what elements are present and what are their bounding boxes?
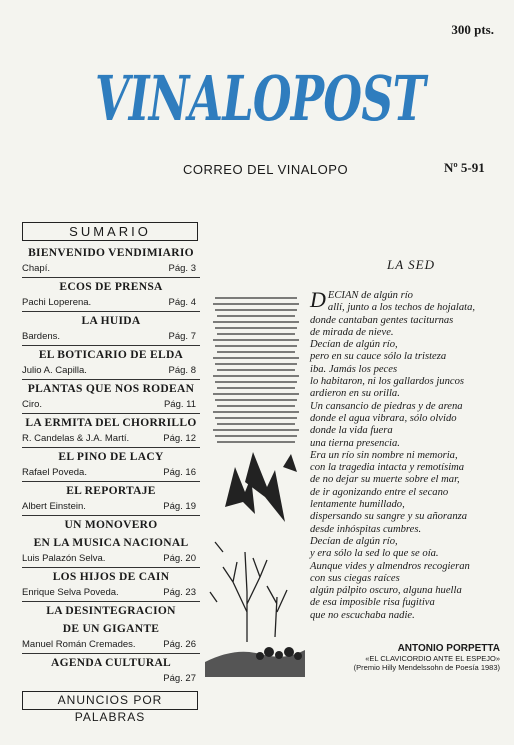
poem-line: allí, junto a los techos de hojalata,	[327, 302, 476, 314]
toc-entry-title: LOS HIJOS DE CAIN	[52, 571, 170, 583]
toc-entry-title-continued: EN LA MUSICA NACIONAL	[33, 537, 189, 549]
toc-entry-page: Pág. 3	[168, 263, 196, 274]
poem-body	[310, 287, 502, 622]
toc-entry-title: UN MONOVERO	[64, 519, 158, 531]
poem-line: ardieron en su orilla.	[310, 388, 400, 400]
toc-entry-title-continued: DE UN GIGANTE	[62, 623, 160, 635]
toc-entry[interactable]	[22, 516, 200, 568]
toc-entry-author: Chapí.	[22, 263, 50, 274]
toc-entry[interactable]	[22, 414, 200, 448]
sumario-heading: SUMARIO	[22, 222, 198, 241]
toc-entry-page: Pág. 23	[163, 587, 196, 598]
toc-entry-author: Enrique Selva Poveda.	[22, 587, 119, 598]
poem-line: de no dejar su muerte sobre el mar,	[310, 474, 460, 486]
poem-attribution	[330, 643, 500, 672]
poem-line: con la tragedia intacta y remotísima	[310, 462, 465, 474]
price-label: 300 pts.	[451, 22, 494, 37]
poem-line: y era sólo la sed lo que se oía.	[310, 548, 439, 560]
toc-entry[interactable]	[22, 346, 200, 380]
toc-entry-title: EL REPORTAJE	[66, 485, 156, 497]
prize-note: (Premio Hilly Mendelssohn de Poesía 1983)	[353, 663, 500, 672]
toc-entry-title: BIENVENIDO VENDIMIARIO	[28, 247, 194, 259]
toc-entry-title: EL PINO DE LACY	[58, 451, 164, 463]
masthead-logo	[90, 50, 430, 140]
poem-line: lentamente humillado,	[310, 499, 405, 511]
poem-line: lo habitaron, ni los gallardos juncos	[310, 376, 465, 388]
toc-entry-page: Pág. 27	[163, 673, 196, 684]
poem-line: pero en su cauce sólo la tristeza	[310, 351, 447, 363]
poem-line: donde la vida fuera	[310, 425, 393, 437]
toc-entry-author: Bardens.	[22, 331, 61, 342]
toc-entry-title: PLANTAS QUE NOS RODEAN	[27, 383, 195, 395]
poem-line: Aunque vides y almendros recogieran	[310, 560, 470, 572]
poem-line: de mirada de nieve.	[310, 326, 394, 338]
toc-entry-author: Ciro.	[22, 399, 43, 410]
toc-entry-title: EL BOTICARIO DE ELDA	[38, 349, 184, 361]
toc-entry[interactable]	[22, 278, 200, 312]
toc-entry-title: LA DESINTEGRACION	[46, 605, 176, 617]
poem-line: dispersando su sangre y su añoranza	[310, 511, 468, 523]
toc-entry[interactable]	[22, 654, 200, 686]
svg-text:VINALOPOST: VINALOPOST	[95, 62, 429, 135]
toc-entry-page: Pág. 7	[168, 331, 196, 342]
poem-title: LA SED	[387, 257, 436, 272]
toc-entry[interactable]	[22, 244, 200, 278]
author-name: ANTONIO PORPETTA	[397, 643, 500, 654]
poem-line: Decían de algún río,	[310, 339, 398, 351]
poem-line: desde inhóspitas cumbres.	[310, 523, 422, 535]
poem-line: donde cantaban gentes taciturnas	[310, 314, 454, 326]
poem-line: con sus ciegas raíces	[310, 572, 400, 584]
toc-entry-title: LA HUIDA	[81, 315, 141, 327]
toc-entry-author: Pachi Loperena.	[22, 297, 92, 308]
poem-line: algún pálpito oscuro, alguna huella	[310, 585, 462, 597]
toc-entry[interactable]	[22, 448, 200, 482]
anuncios-link[interactable]: ANUNCIOS POR PALABRAS	[22, 691, 198, 710]
poem-line: de esa imposible risa fugitiva	[310, 597, 435, 609]
toc-entry[interactable]	[22, 482, 200, 516]
poem-line: que no escuchaba nadie.	[310, 609, 415, 621]
issue-number: Nº 5-91	[444, 160, 485, 175]
book-title: «EL CLAVICORDIO ANTE EL ESPEJO»	[365, 654, 500, 663]
toc-entry-page: Pág. 11	[163, 399, 196, 410]
poem-line: donde el agua vibrara, sólo olvido	[310, 412, 457, 424]
poem-line: Era un río sin nombre ni memoria,	[310, 449, 458, 461]
toc-entry[interactable]	[22, 380, 200, 414]
toc-entry-page: Pág. 8	[168, 365, 196, 376]
toc-entry-author: Luis Palazón Selva.	[22, 553, 106, 564]
toc-entry-title: LA ERMITA DEL CHORRILLO	[25, 417, 197, 429]
toc-entry-author: R. Candelas & J.A. Martí.	[22, 433, 130, 444]
toc-entry-author: Julio A. Capilla.	[22, 365, 87, 376]
toc-entry[interactable]	[22, 568, 200, 602]
table-of-contents	[22, 244, 200, 686]
toc-entry-page: Pág. 20	[163, 553, 196, 564]
toc-entry[interactable]	[22, 312, 200, 346]
poem-line: Un cansancio de piedras y de arena	[310, 400, 463, 412]
masthead-subtitle: CORREO DEL VINALOPO	[183, 162, 349, 177]
toc-entry-author: Albert Einstein.	[22, 501, 86, 512]
toc-entry-page: Pág. 26	[163, 639, 196, 650]
poem-first-line: ECIAN de algún río	[327, 290, 413, 301]
poem-line: iba. Jamás los peces	[310, 363, 398, 375]
toc-entry-page: Pág. 16	[163, 467, 196, 478]
toc-entry-page: Pág. 12	[163, 433, 196, 444]
poem-line: Decían de algún río,	[310, 535, 398, 547]
poem-dropcap: D	[310, 287, 326, 312]
toc-entry[interactable]	[22, 602, 200, 654]
toc-entry-title: ECOS DE PRENSA	[59, 281, 163, 293]
toc-entry-author: Manuel Román Cremades.	[22, 639, 136, 650]
toc-entry-title: AGENDA CULTURAL	[50, 657, 172, 669]
toc-entry-page: Pág. 19	[163, 501, 196, 512]
poem-line: de ir agonizando entre el secano	[310, 486, 449, 498]
landscape-illustration	[205, 292, 305, 682]
toc-entry-author: Rafael Poveda.	[22, 467, 87, 478]
poem-line: una tierna presencia.	[310, 437, 400, 449]
toc-entry-page: Pág. 4	[168, 297, 196, 308]
